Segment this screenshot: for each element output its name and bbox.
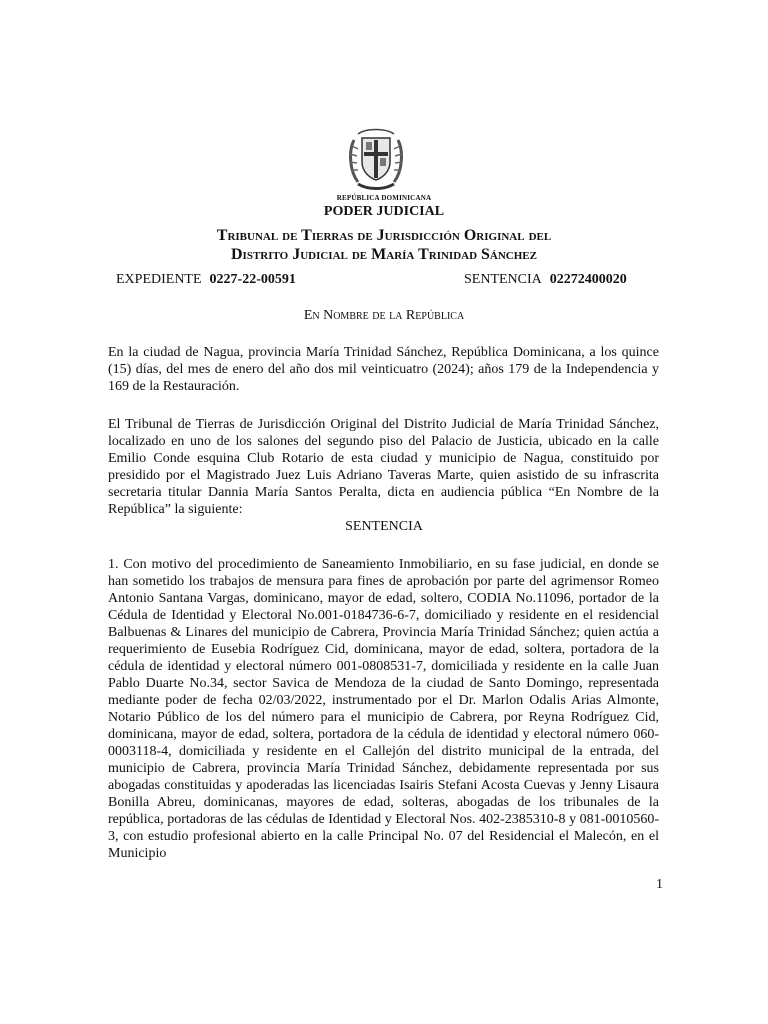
sentencia-field: [464, 272, 627, 288]
country-name: REPÚBLICA DOMINICANA: [336, 194, 432, 202]
section-title: SENTENCIA: [345, 519, 423, 534]
expediente-label: EXPEDIENTE: [116, 272, 202, 287]
sentencia-label: SENTENCIA: [464, 272, 542, 287]
tribunal-title-line-2: Distrito Judicial de María Trinidad Sánchez: [230, 246, 537, 263]
tribunal-paragraph: El Tribunal de Tierras de Jurisdicción Original del Distrito Judicial de María Trinidad Sánchez, localizado en uno de los salones del segundo piso del Palacio de Justicia, ubicado en la calle Emilio Conde esquina Club Rotario de esta ciudad y municipio de Nagua, constituido por presidido por el Magistrado Juez Luis Adriano Taveras Marte, quien asistido de su infrascrita secretaria titular Dannia María Santos Peralta, dicta en audiencia pública “En Nombre de la República” la siguiente:: [108, 417, 659, 517]
expediente-field: [116, 272, 296, 288]
tribunal-title-line-1: Tribunal de Tierras de Jurisdicción Original del: [216, 227, 552, 244]
page-number: 1: [656, 877, 663, 892]
opening-paragraph: En la ciudad de Nagua, provincia María Trinidad Sánchez, República Dominicana, a los quince (15) días, del mes de enero del año dos mil veinticuatro (2024); años 179 de la Independencia y 169 de la Restauración.: [108, 345, 659, 394]
sentencia-number: 02272400020: [549, 272, 627, 287]
expediente-value: 0227-22-00591: [209, 272, 296, 287]
institution-name: PODER JUDICIAL: [323, 204, 445, 219]
invocation-heading: En Nombre de la República: [303, 308, 465, 323]
tribunal-title: [0, 226, 768, 264]
coat-of-arms-emblem: [344, 126, 408, 194]
numbered-paragraph-1: 1. Con motivo del procedimiento de Saneamiento Inmobiliario, en su fase judicial, en donde se han sometido los trabajos de mensura para fines de aprobación por parte del agrimensor Romeo Antonio Santana Vargas, dominicano, mayor de edad, soltero, CODIA No.11096, portador de la Cédula de Identidad y Electoral No.001-0184736-6-7, domiciliado y residente en el residencial Balbuenas & Linares del municipio de Cabrera, Provincia María Trinidad Sánchez; quien actúa a requerimiento de Eusebia Rodríguez Cid, dominicana, mayor de edad, soltera, portadora de la cédula de identidad y electoral número 001-0808531-7, domiciliada y residente en la calle Juan Pablo Duarte No.34, sector Savica de Mendoza de la ciudad de Santo Domingo, representada mediante poder de fecha 02/03/2022, instrumentado por el Dr. Marlon Odalis Arias Almonte, Notario Público de los del número para el municipio de Cabrera, por Reyna Rodríguez Cid, dominicana, mayor de edad, soltera, portadora de la cédula de identidad y electoral número 060-0003118-4, domiciliada y residente en el Callejón del distrito municipal de la entrada, del municipio de Cabrera, provincia María Trinidad Sánchez, debidamente representada por sus abogadas constituidas y apoderadas las licenciadas Isairis Stefani Acosta Cuevas y Jenny Lisaura Bonilla Abreu, dominicanas, mayores de edad, solteras, abogadas de los tribunales de la república, portadoras de las cédulas de Identidad y Electoral Nos. 402-2385310-8 y 081-0010560-3, con estudio profesional abierto en la calle Principal No. 07 del Residencial el Malecón, en el Municipio: [108, 557, 659, 861]
